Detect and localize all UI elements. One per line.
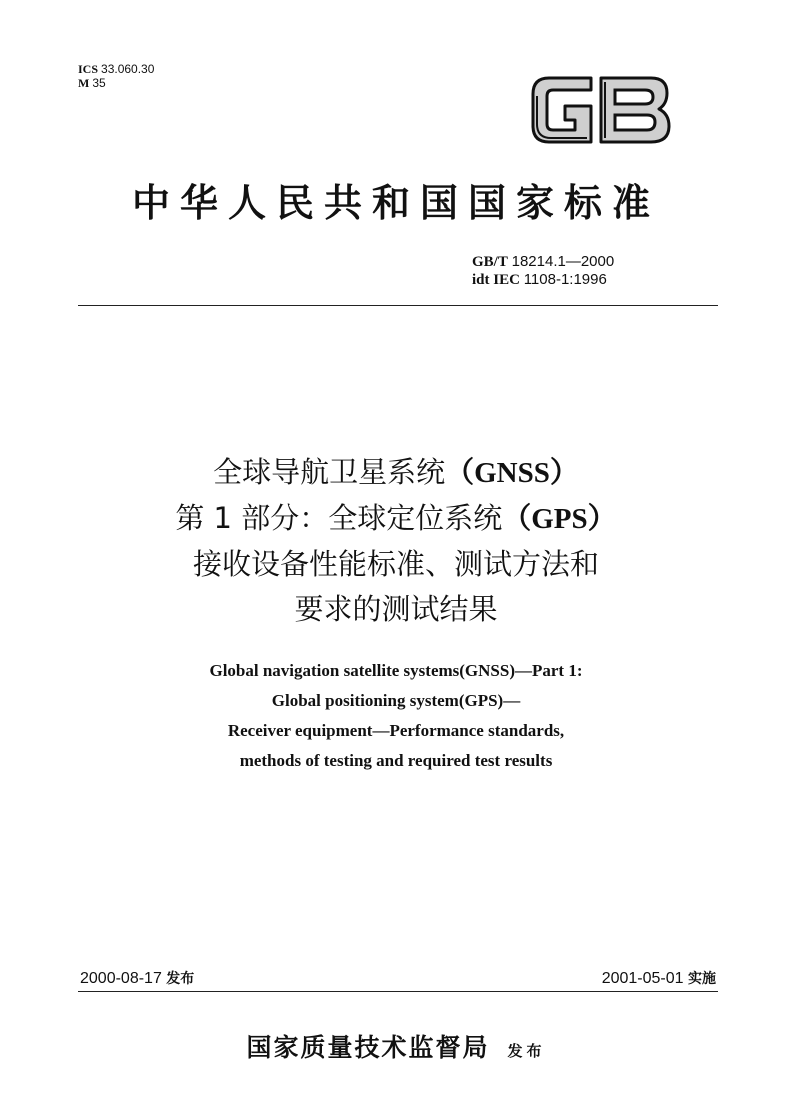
en-title-line-1: Global navigation satellite systems(GNSS)—Part 1: bbox=[209, 661, 583, 680]
publisher-label: 发布 bbox=[507, 1042, 546, 1060]
gb-number: 18214.1—2000 bbox=[511, 253, 615, 270]
ics-block bbox=[78, 62, 154, 90]
implementation-date-block bbox=[602, 968, 716, 988]
ccs-label: M bbox=[78, 76, 90, 90]
cn-title-line-2-paren: （GPS） bbox=[502, 503, 617, 535]
cn-title-line-2 bbox=[0, 496, 792, 542]
implementation-date: 2001-05-01 bbox=[601, 970, 684, 987]
ics-line bbox=[78, 62, 154, 76]
publisher-name: 国家质量技术监督局 bbox=[246, 1033, 490, 1062]
gb-logo-b bbox=[601, 78, 669, 142]
idt-label: idt IEC bbox=[472, 272, 520, 288]
en-title-line-4: methods of testing and required test results bbox=[239, 751, 553, 770]
cn-title-line-1 bbox=[0, 450, 792, 496]
issue-date: 2000-08-17 bbox=[80, 970, 162, 987]
idt-number: 1108-1:1996 bbox=[523, 271, 607, 288]
ccs-code: 35 bbox=[92, 76, 106, 90]
cn-title-line-2-text: 第 1 部分：全球定位系统 bbox=[175, 501, 503, 535]
publisher-block bbox=[0, 1028, 792, 1064]
en-title-line-2: Global positioning system(GPS)— bbox=[271, 691, 521, 710]
english-title bbox=[0, 656, 792, 776]
gb-logo-g bbox=[533, 78, 591, 142]
ics-code: 33.060.30 bbox=[101, 62, 155, 76]
cn-title-line-1-text: 全球导航卫星系统 bbox=[213, 455, 446, 489]
footer-divider bbox=[78, 991, 718, 992]
chinese-title bbox=[0, 450, 792, 632]
ccs-line bbox=[78, 76, 154, 90]
cn-title-line-4: 要求的测试结果 bbox=[294, 592, 498, 626]
issue-label: 发布 bbox=[166, 971, 195, 987]
en-title-line-3: Receiver equipment—Performance standards, bbox=[227, 721, 565, 740]
gb-label: GB/T bbox=[472, 254, 508, 270]
standard-numbers bbox=[472, 253, 614, 289]
cn-title-line-1-paren: （GNSS） bbox=[445, 457, 579, 489]
issue-date-block bbox=[80, 968, 194, 988]
gb-number-line bbox=[472, 253, 614, 271]
implementation-label: 实施 bbox=[688, 971, 716, 987]
national-standard-title: 中华人民共和国国家标准 bbox=[131, 180, 660, 225]
gb-logo bbox=[529, 74, 673, 146]
idt-line bbox=[472, 271, 614, 289]
ics-label: ICS bbox=[78, 62, 99, 76]
header-divider bbox=[78, 305, 718, 306]
cn-title-line-3: 接收设备性能标准、测试方法和 bbox=[192, 547, 599, 581]
